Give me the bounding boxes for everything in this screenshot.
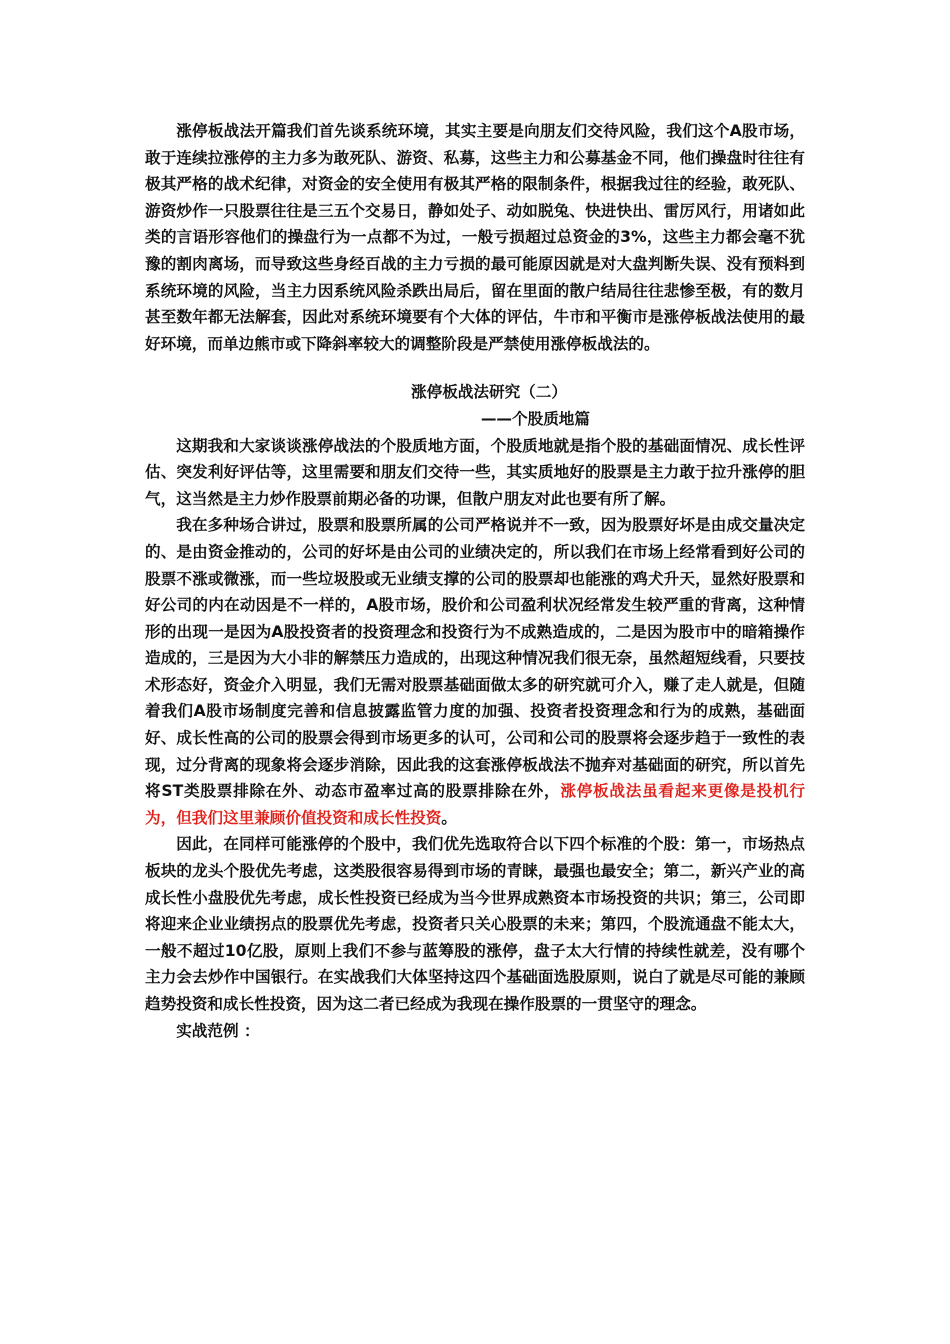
paragraph-selection-criteria: 因此，在同样可能涨停的个股中，我们优先选取符合以下四个标准的个股：第一，市场热点板块的龙头个股优先考虑，这类股很容易得到市场的青睐，最强也最安全；第二，新兴产业的高成长性小盘股优先考虑，成长性投资已经成为当今世界成熟资本市场投资的共识；第三，公司即将迎来企业业绩拐点的股票优先考虑，投资者只关心股票的未来；第四，个股流通盘不能太大，一般不超过10亿股，原则上我们不参与蓝筹股的涨停，盘子太大行情的持续性就差，没有哪个主力会去炒作中国银行。在实战我们大体坚持这四个基础面选股原则，说白了就是尽可能的兼顾趋势投资和成长性投资，因为这二者已经成为我现在操作股票的一贯坚守的理念。	[145, 835, 805, 1013]
paragraph-quality-overview: 这期我和大家谈谈涨停战法的个股质地方面，个股质地就是指个股的基础面情况、成长性评估、突发利好评估等，这里需要和朋友们交待一些，其实质地好的股票是主力敢于拉升涨停的胆气，这当然是主力炒作股票前期必备的功课，但散户朋友对此也要有所了解。	[145, 436, 805, 508]
section-spacer	[145, 357, 805, 379]
highlighted-statement: 涨停板战法虽看起来更像是投机行为，但我们这里兼顾价值投资和成长性投资	[145, 782, 805, 827]
section-title: 涨停板战法研究（二）	[411, 383, 567, 402]
paragraph-stock-vs-company	[145, 512, 805, 831]
example-label: 实战范例 ：	[176, 1021, 260, 1040]
section-subtitle: ——个股质地篇	[480, 409, 590, 428]
intro-paragraph: 涨停板战法开篇我们首先谈系统环境，其实主要是向朋友们交待风险，我们这个A股市场，敢于连续拉涨停的主力多为敢死队、游资、私募，这些主力和公募基金不同，他们操盘时往往有极其严格的战术纪律，对资金的安全使用有极其严格的限制条件，根据我过往的经验，敢死队、游资炒作一只股票往往是三五个交易日，静如处子、动如脱兔、快进快出、雷厉风行，用诸如此类的言语形容他们的操盘行为一点都不为过，一般亏损超过总资金的3%，这些主力都会毫不犹豫的割肉离场，而导致这些身经百战的主力亏损的最可能原因就是对大盘判断失误、没有预料到系统环境的风险，当主力因系统风险杀跌出局后，留在里面的散户结局往往悲惨至极，有的数月甚至数年都无法解套，因此对系统环境要有个大体的评估，牛市和平衡市是涨停板战法使用的最好环境，而单边熊市或下降斜率较大的调整阶段是严禁使用涨停板战法的。	[145, 122, 805, 353]
document-page	[145, 118, 805, 1044]
paragraph-stock-vs-company-text: 我在多种场合讲过，股票和股票所属的公司严格说并不一致，因为股票好坏是由成交量决定的、是由资金推动的，公司的好坏是由公司的业绩决定的，所以我们在市场上经常看到好公司的股票不涨或微涨，而一些垃圾股或无业绩支撑的公司的股票却也能涨的鸡犬升天，显然好股票和好公司的内在动因是不一样的，A股市场，股价和公司盈利状况经常发生较严重的背离，这种情形的出现一是因为A股投资者的投资理念和投资行为不成熟造成的，二是因为股市中的暗箱操作造成的，三是因为大小非的解禁压力造成的，出现这种情况我们很无奈，虽然超短线看，只要技术形态好，资金介入明显，我们无需对股票基础面做太多的研究就可介入，赚了走人就是，但随着我们A股市场制度完善和信息披露监管力度的加强、投资者投资理念和行为的成熟，基础面好、成长性高的公司的股票会得到市场更多的认可，公司和公司的股票将会逐步趋于一致性的表现，过分背离的现象将会逐步消除，因此我的这套涨停板战法不抛弃对基础面的研究，所以首先将ST类股票排除在外、动态市盈率过高的股票排除在外，	[145, 516, 805, 801]
paragraph-end-mark: 。	[441, 808, 457, 827]
